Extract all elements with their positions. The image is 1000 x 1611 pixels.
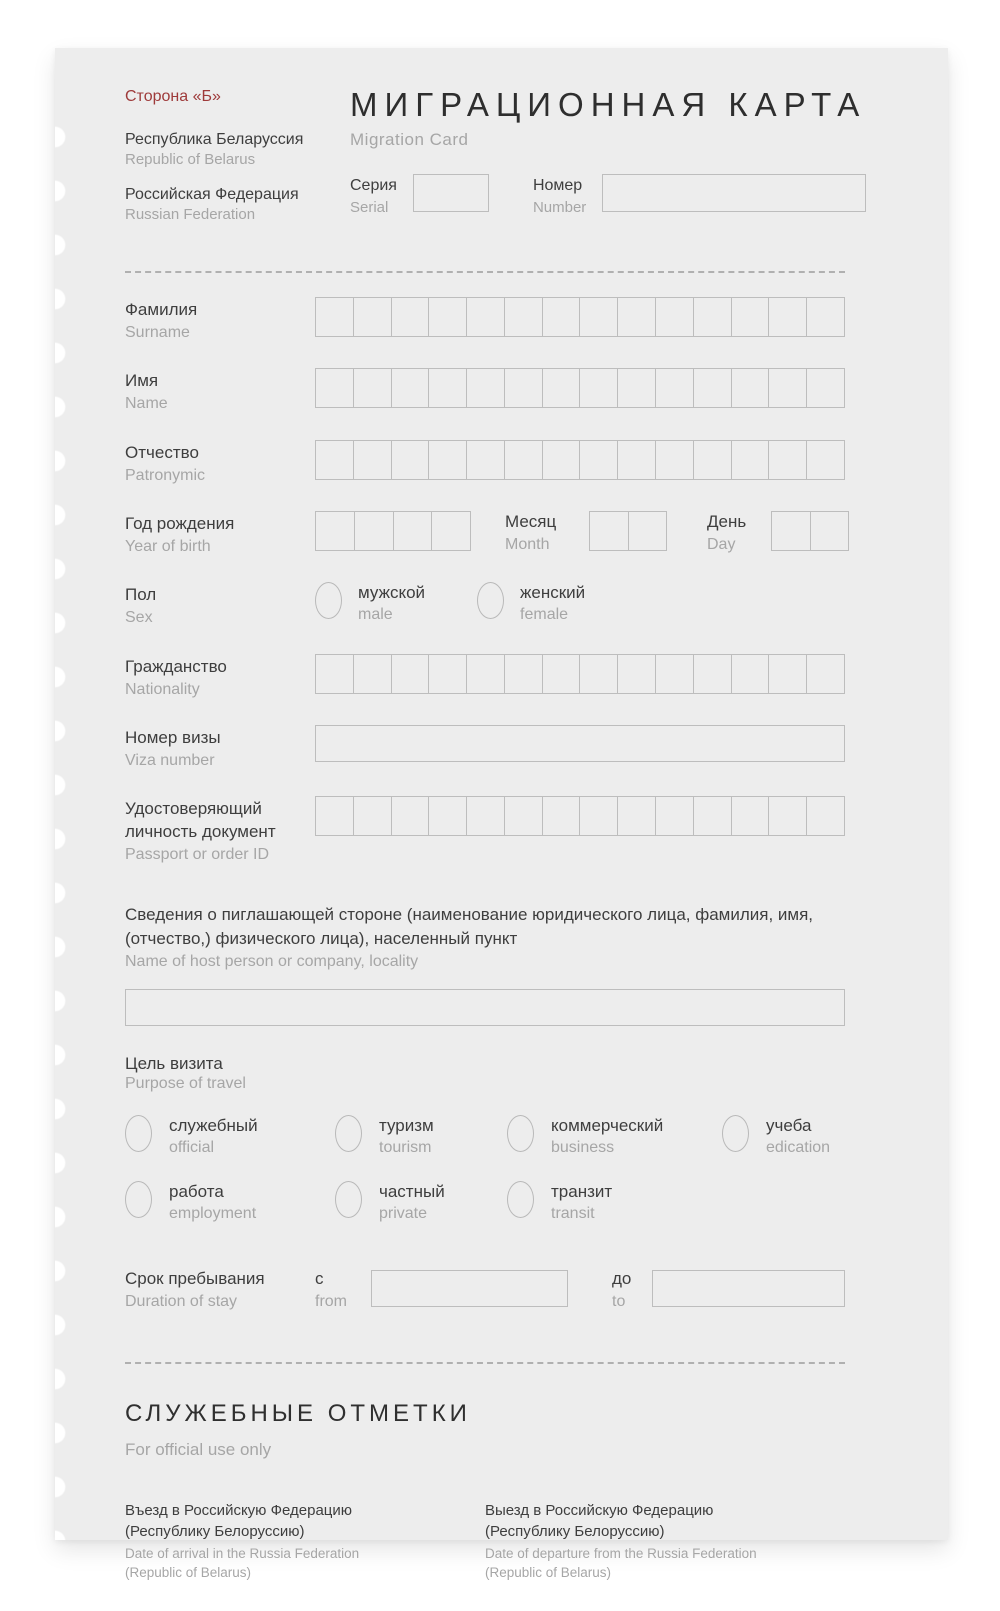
official-radio[interactable]	[125, 1115, 152, 1152]
country-russia-en: Russian Federation	[125, 205, 256, 223]
duration-from-ru: с	[315, 1269, 324, 1289]
purpose-option-education	[722, 1115, 845, 1159]
official-label	[169, 1115, 258, 1159]
char-cell[interactable]	[431, 511, 471, 551]
purpose-option-private	[335, 1181, 507, 1225]
char-cell[interactable]	[693, 368, 732, 408]
passport-label	[125, 796, 315, 866]
employment-label	[169, 1181, 256, 1225]
tourism-label	[379, 1115, 434, 1159]
char-cell[interactable]	[504, 440, 543, 480]
char-cell[interactable]	[428, 368, 467, 408]
tourism-label-en: tourism	[379, 1138, 432, 1156]
char-cell[interactable]	[353, 796, 392, 836]
char-cell[interactable]	[768, 368, 807, 408]
nationality-label	[125, 654, 315, 701]
char-cell[interactable]	[542, 796, 581, 836]
side-label: Сторона «Б»	[125, 88, 221, 105]
arrival-ru-line2: (Республику Белоруссию)	[125, 1522, 305, 1540]
char-cell[interactable]	[768, 654, 807, 694]
duration-to-field[interactable]	[652, 1270, 845, 1307]
male-label	[358, 582, 425, 626]
char-cell[interactable]	[806, 368, 845, 408]
male-radio[interactable]	[315, 582, 342, 619]
char-cell[interactable]	[428, 654, 467, 694]
country-russia	[125, 185, 350, 225]
char-cell[interactable]	[655, 368, 694, 408]
departure-en-line1: Date of departure from the Russia Federation	[485, 1545, 757, 1561]
char-cell[interactable]	[579, 297, 618, 337]
char-cell[interactable]	[315, 796, 354, 836]
duration-to-en: to	[612, 1293, 626, 1311]
char-cell[interactable]	[391, 796, 430, 836]
char-cell[interactable]	[542, 368, 581, 408]
char-cell[interactable]	[542, 297, 581, 337]
char-cell[interactable]	[579, 368, 618, 408]
host-label-en: Name of host person or company, locality	[125, 952, 419, 970]
name-cells[interactable]	[315, 368, 845, 408]
char-cell[interactable]	[315, 440, 354, 480]
char-cell[interactable]	[768, 796, 807, 836]
education-label	[766, 1115, 830, 1159]
birth-fields	[315, 511, 849, 556]
header-left	[125, 88, 350, 239]
employment-label-en: employment	[169, 1204, 257, 1222]
business-label-en: business	[551, 1138, 615, 1156]
female-label	[520, 582, 585, 626]
sex-option-male	[315, 582, 425, 626]
char-cell[interactable]	[579, 440, 618, 480]
char-cell[interactable]	[542, 440, 581, 480]
char-cell[interactable]	[428, 297, 467, 337]
business-radio[interactable]	[507, 1115, 534, 1152]
transit-label	[551, 1181, 612, 1225]
char-cell[interactable]	[731, 297, 770, 337]
sex-label-ru: Пол	[125, 585, 157, 605]
char-cell[interactable]	[391, 440, 430, 480]
number-label	[533, 174, 586, 219]
char-cell[interactable]	[731, 796, 770, 836]
patronymic-cells[interactable]	[315, 440, 845, 480]
host-block	[125, 903, 845, 1026]
char-cell[interactable]	[428, 796, 467, 836]
document-title: МИГРАЦИОННАЯ КАРТА	[350, 86, 867, 123]
visa-label-en: Viza number	[125, 751, 215, 769]
number-label-en: Number	[532, 199, 587, 217]
purpose-option-employment	[125, 1181, 335, 1225]
surname-label	[125, 297, 315, 344]
char-cell[interactable]	[806, 654, 845, 694]
patronymic-row	[125, 440, 845, 487]
country-belarus-ru: Республика Беларуссия	[125, 131, 304, 148]
purpose-row-2	[125, 1181, 845, 1225]
surname-label-ru: Фамилия	[125, 300, 198, 319]
male-label-en: male	[358, 606, 393, 624]
char-cell[interactable]	[353, 654, 392, 694]
duration-from-en: from	[315, 1293, 347, 1311]
official-label-en: official	[169, 1138, 215, 1156]
document-title-en: Migration Card	[350, 130, 469, 149]
arrival-column	[125, 1500, 485, 1583]
char-cell[interactable]	[466, 368, 505, 408]
char-cell[interactable]	[353, 297, 392, 337]
char-cell[interactable]	[391, 654, 430, 694]
divider-bottom	[125, 1362, 845, 1364]
purpose-option-tourism	[335, 1115, 507, 1159]
birth-day-label-en: Day	[707, 535, 736, 553]
purpose-option-transit	[507, 1181, 722, 1225]
visa-label-ru: Номер визы	[125, 727, 221, 747]
char-cell[interactable]	[628, 511, 668, 551]
transit-label-en: transit	[551, 1204, 595, 1222]
official-marks-title: СЛУЖЕБНЫЕ ОТМЕТКИ	[125, 1399, 471, 1427]
passport-cells[interactable]	[315, 796, 845, 836]
patronymic-label	[125, 440, 315, 487]
purpose-label	[125, 1054, 845, 1093]
female-radio[interactable]	[477, 582, 504, 619]
name-label-ru: Имя	[125, 371, 159, 391]
patronymic-label-en: Patronymic	[125, 466, 206, 484]
char-cell[interactable]	[806, 796, 845, 836]
name-row	[125, 368, 845, 415]
surname-label-en: Surname	[125, 323, 190, 341]
char-cell[interactable]	[806, 440, 845, 480]
char-cell[interactable]	[353, 440, 392, 480]
business-label-ru: коммерческий	[551, 1115, 664, 1135]
arrival-en-line1: Date of arrival in the Russia Federation	[125, 1545, 360, 1561]
header	[125, 86, 867, 239]
char-cell[interactable]	[768, 297, 807, 337]
sex-label-en: Sex	[125, 609, 153, 627]
nationality-label-ru: Гражданство	[125, 656, 227, 676]
female-label-ru: женский	[520, 583, 586, 603]
char-cell[interactable]	[731, 654, 770, 694]
purpose-option-official	[125, 1115, 335, 1159]
nationality-cells[interactable]	[315, 654, 845, 694]
char-cell[interactable]	[693, 297, 732, 337]
country-belarus-en: Republic of Belarus	[125, 151, 256, 168]
char-cell[interactable]	[617, 654, 656, 694]
card-content	[55, 48, 948, 1583]
tourism-radio[interactable]	[335, 1115, 362, 1152]
birth-month-label	[505, 511, 589, 556]
private-radio[interactable]	[335, 1181, 362, 1218]
passport-row	[125, 796, 845, 866]
char-cell[interactable]	[806, 297, 845, 337]
serial-label	[350, 174, 397, 219]
birth-year-cells[interactable]	[315, 511, 471, 551]
visa-label	[125, 725, 315, 772]
char-cell[interactable]	[542, 654, 581, 694]
char-cell[interactable]	[466, 654, 505, 694]
birth-year-label-en: Year of birth	[125, 537, 211, 555]
char-cell[interactable]	[466, 297, 505, 337]
host-label-ru: Сведения о пиглашающей стороне (наименование юридического лица, фамилия, имя, (отчество,) физического лица), населенный пункт	[125, 904, 814, 948]
char-cell[interactable]	[655, 654, 694, 694]
duration-from-field[interactable]	[371, 1270, 568, 1307]
visa-field[interactable]	[315, 725, 845, 762]
departure-ru-line2: (Республику Белоруссию)	[485, 1522, 665, 1540]
male-label-ru: мужской	[358, 583, 426, 603]
header-right	[350, 88, 866, 239]
departure-column	[485, 1500, 845, 1583]
name-label-en: Name	[125, 395, 168, 413]
departure-ru-line1: Выезд в Российскую Федерацию	[485, 1501, 714, 1519]
birth-row	[125, 511, 845, 558]
patronymic-label-ru: Отчество	[125, 442, 199, 462]
char-cell[interactable]	[315, 654, 354, 694]
duration-label	[125, 1266, 315, 1313]
char-cell[interactable]	[504, 368, 543, 408]
char-cell[interactable]	[353, 368, 392, 408]
country-russia-ru: Российская Федерация	[125, 185, 299, 203]
char-cell[interactable]	[504, 297, 543, 337]
birth-month-label-en: Month	[505, 535, 550, 553]
duration-label-ru: Срок пребывания	[125, 1269, 265, 1289]
passport-label-en: Passport or order ID	[125, 846, 270, 864]
char-cell[interactable]	[617, 440, 656, 480]
country-belarus	[125, 130, 350, 170]
char-cell[interactable]	[771, 511, 811, 551]
char-cell[interactable]	[617, 368, 656, 408]
arrival-ru-line1: Въезд в Российскую Федерацию	[125, 1501, 353, 1519]
char-cell[interactable]	[315, 511, 355, 551]
education-label-ru: учеба	[766, 1115, 812, 1135]
birth-day-label-ru: День	[707, 511, 747, 531]
serial-label-ru: Серия	[350, 177, 397, 194]
char-cell[interactable]	[391, 297, 430, 337]
birth-day-label	[707, 511, 771, 556]
birth-day-cells[interactable]	[771, 511, 849, 551]
sex-row	[125, 582, 845, 629]
passport-label-ru: Удостоверяющий личность документ	[125, 799, 276, 842]
purpose-option-business	[507, 1115, 722, 1159]
birth-year-label	[125, 511, 315, 558]
host-field[interactable]	[125, 989, 845, 1026]
visa-row	[125, 725, 845, 772]
char-cell[interactable]	[768, 440, 807, 480]
nationality-label-en: Nationality	[125, 680, 200, 698]
duration-to-label	[612, 1266, 652, 1313]
char-cell[interactable]	[466, 796, 505, 836]
char-cell[interactable]	[655, 796, 694, 836]
departure-en-line2: (Republic of Belarus)	[485, 1565, 612, 1581]
surname-row	[125, 297, 845, 344]
migration-card	[55, 48, 948, 1581]
char-cell[interactable]	[579, 654, 618, 694]
char-cell[interactable]	[693, 440, 732, 480]
official-label-ru: служебный	[169, 1115, 258, 1135]
char-cell[interactable]	[617, 796, 656, 836]
purpose-row-1	[125, 1115, 845, 1159]
surname-cells[interactable]	[315, 297, 845, 337]
private-label-ru: частный	[379, 1181, 445, 1201]
char-cell[interactable]	[693, 654, 732, 694]
sex-options	[315, 582, 845, 626]
char-cell[interactable]	[731, 440, 770, 480]
transit-radio[interactable]	[507, 1181, 534, 1218]
education-radio[interactable]	[722, 1115, 749, 1152]
stamp-columns	[125, 1500, 845, 1583]
serial-label-en: Serial	[350, 199, 389, 217]
private-label	[379, 1181, 445, 1225]
private-label-en: private	[379, 1204, 428, 1222]
char-cell[interactable]	[354, 511, 394, 551]
char-cell[interactable]	[579, 796, 618, 836]
char-cell[interactable]	[393, 511, 433, 551]
business-label	[551, 1115, 663, 1159]
char-cell[interactable]	[810, 511, 850, 551]
purpose-label-en: Purpose of travel	[125, 1074, 246, 1092]
duration-label-en: Duration of stay	[125, 1293, 238, 1311]
female-label-en: female	[520, 606, 569, 624]
char-cell[interactable]	[731, 368, 770, 408]
serial-field[interactable]	[413, 174, 489, 212]
duration-from-label	[315, 1266, 371, 1313]
employment-radio[interactable]	[125, 1181, 152, 1218]
number-field[interactable]	[602, 174, 866, 212]
birth-month-cells[interactable]	[589, 511, 667, 551]
number-label-ru: Номер	[532, 177, 583, 194]
char-cell[interactable]	[655, 440, 694, 480]
char-cell[interactable]	[617, 297, 656, 337]
char-cell[interactable]	[589, 511, 629, 551]
char-cell[interactable]	[504, 654, 543, 694]
education-label-en: edication	[766, 1138, 831, 1156]
serial-number-row	[350, 174, 866, 219]
char-cell[interactable]	[466, 440, 505, 480]
duration-to-ru: до	[612, 1269, 632, 1289]
sex-label	[125, 582, 315, 629]
char-cell[interactable]	[315, 368, 354, 408]
duration-row	[125, 1266, 845, 1313]
char-cell[interactable]	[693, 796, 732, 836]
nationality-row	[125, 654, 845, 701]
tourism-label-ru: туризм	[379, 1115, 434, 1135]
purpose-label-ru: Цель визита	[125, 1053, 223, 1073]
employment-label-ru: работа	[169, 1181, 224, 1201]
char-cell[interactable]	[391, 368, 430, 408]
name-label	[125, 368, 315, 415]
arrival-en-line2: (Republic of Belarus)	[125, 1565, 252, 1581]
char-cell[interactable]	[315, 297, 354, 337]
birth-year-label-ru: Год рождения	[125, 513, 235, 533]
birth-month-label-ru: Месяц	[505, 511, 557, 531]
transit-label-ru: транзит	[551, 1181, 613, 1201]
char-cell[interactable]	[504, 796, 543, 836]
divider-top	[125, 271, 845, 273]
sex-option-female	[477, 582, 585, 626]
char-cell[interactable]	[428, 440, 467, 480]
char-cell[interactable]	[655, 297, 694, 337]
official-marks-subtitle: For official use only	[125, 1439, 272, 1459]
